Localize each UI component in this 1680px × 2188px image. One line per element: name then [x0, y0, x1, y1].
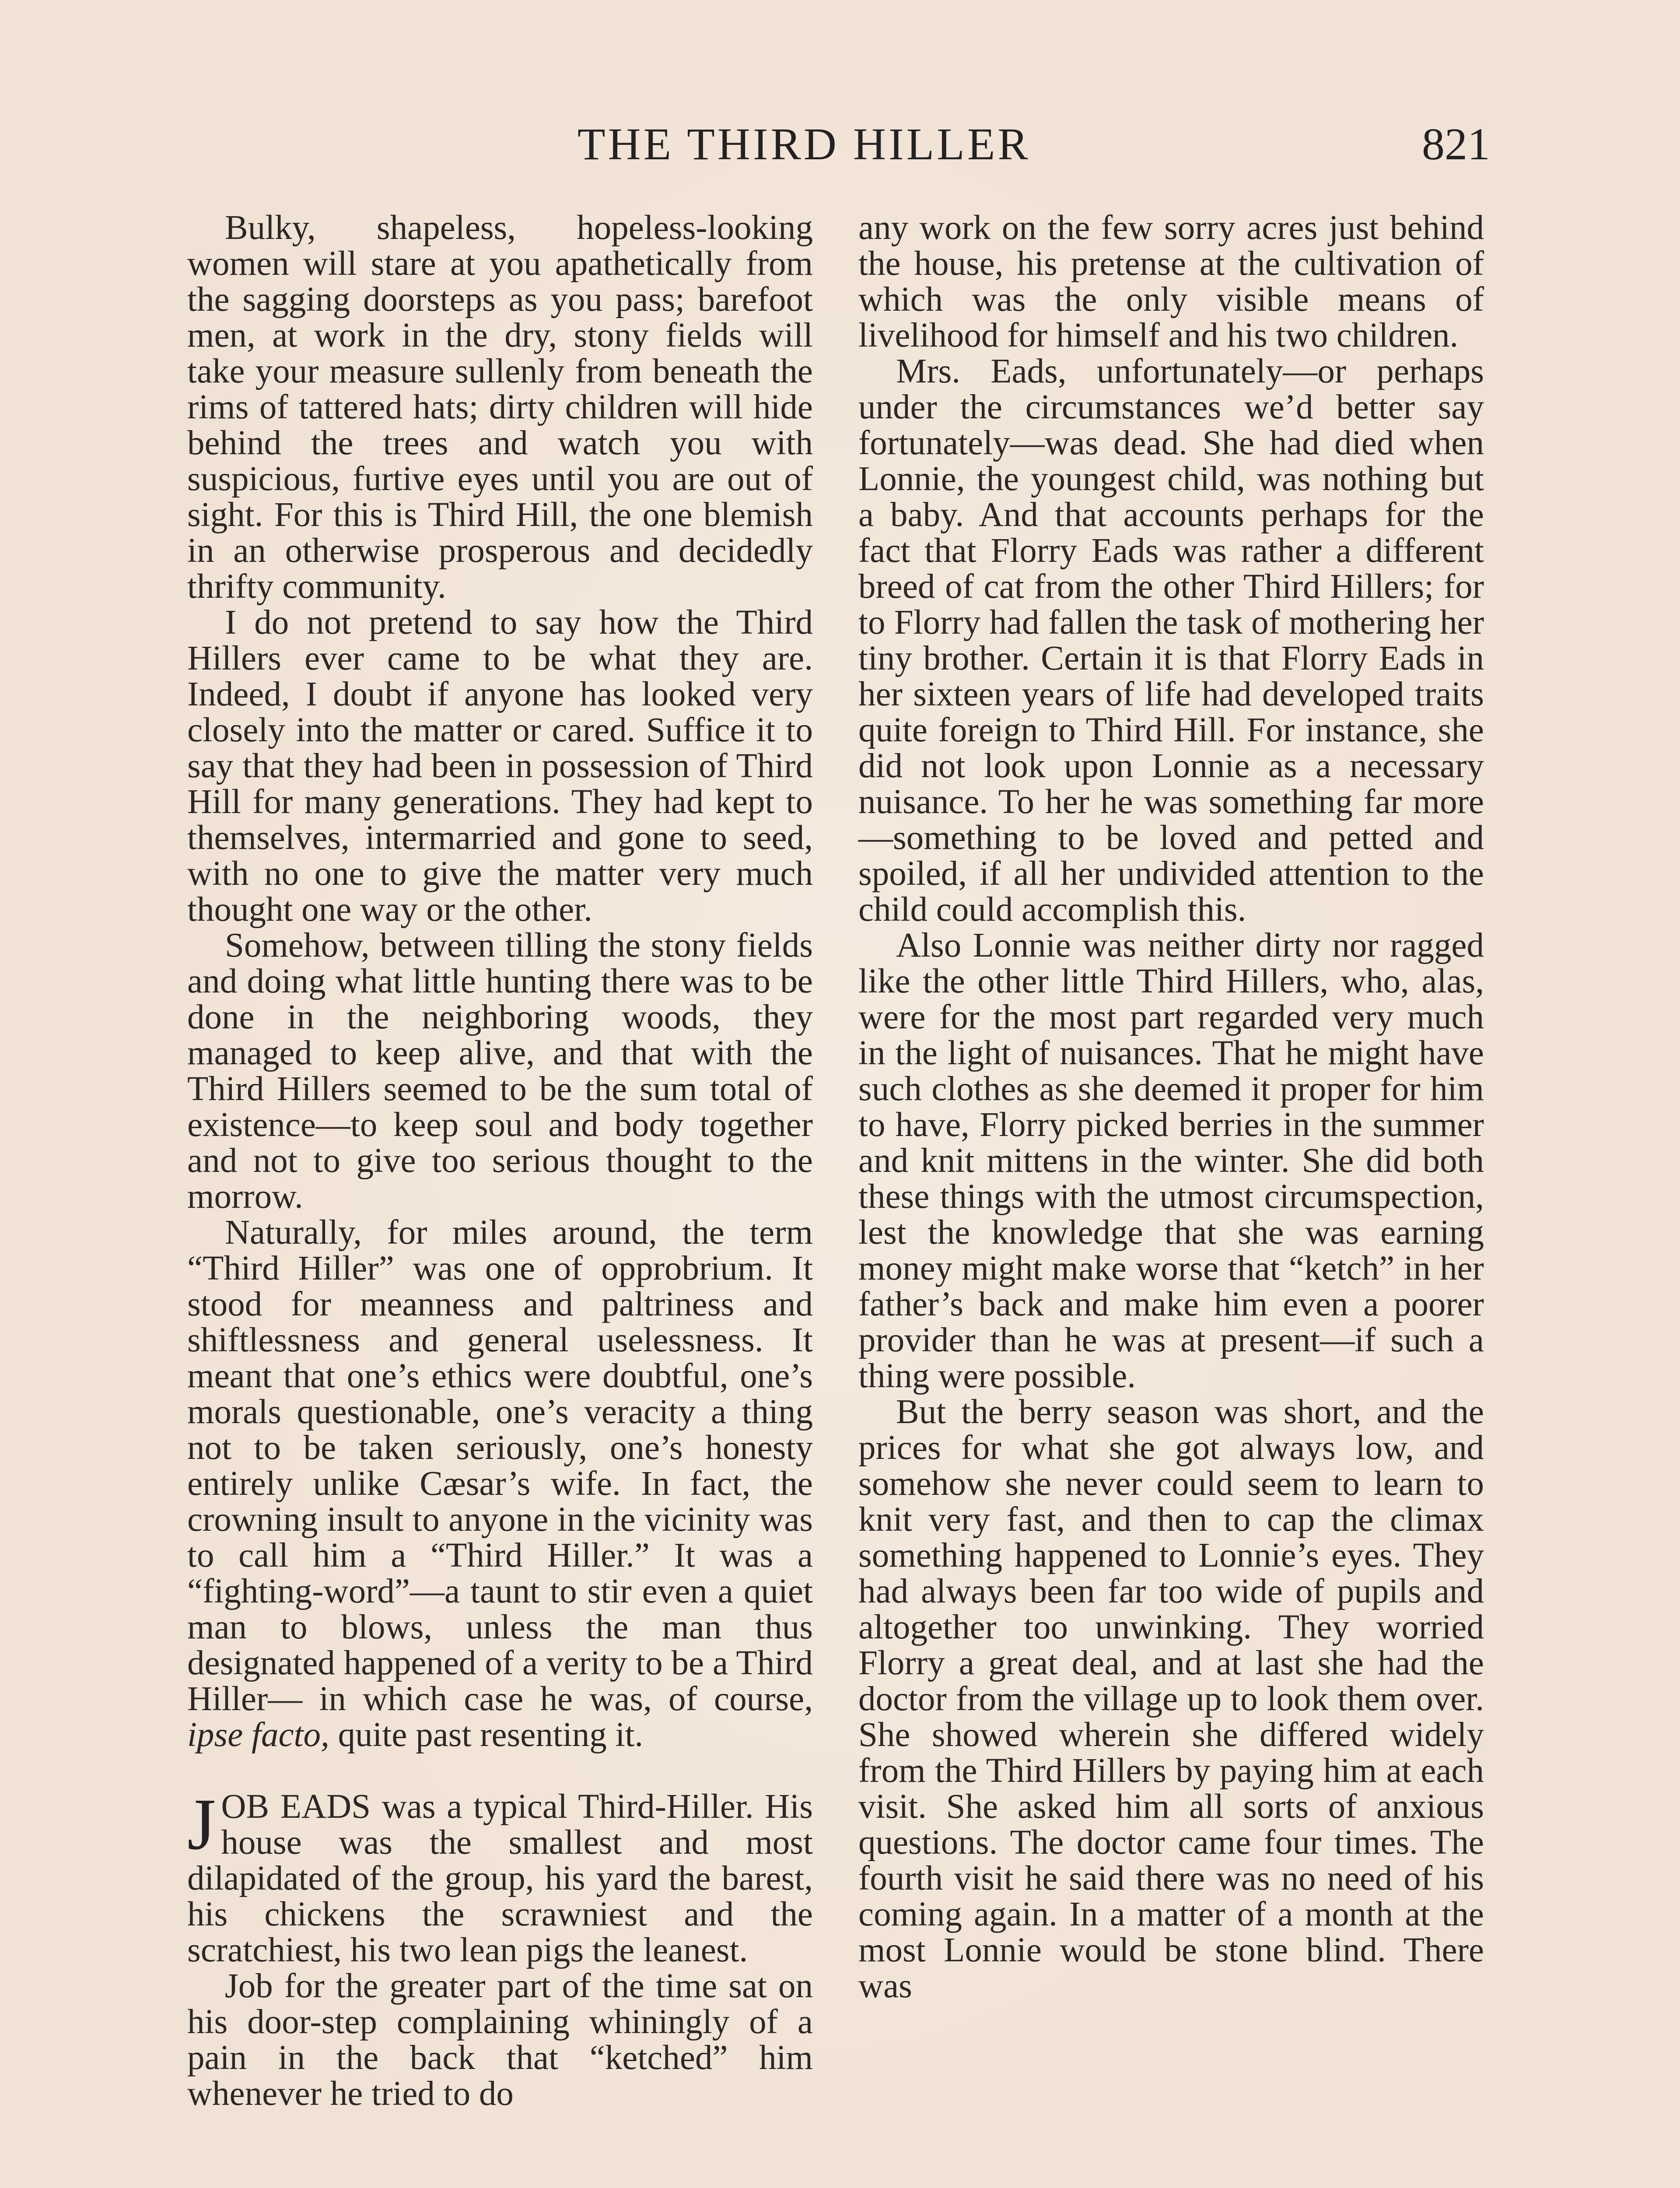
- section-opening-paragraph: [187, 1784, 813, 1969]
- paragraph: Somehow, between tilling the stony fields and doing what little hunting there was to be done in the neighboring woods, they managed to keep alive, and that with the Third Hillers seemed to be the sum total of existence—to keep soul and body together and not to give too serious thought to the morrow.: [187, 926, 813, 1216]
- paragraph: [187, 1215, 813, 1753]
- page-number: 821: [1422, 119, 1490, 169]
- running-header: [0, 118, 1680, 175]
- drop-cap: J: [187, 1784, 216, 1865]
- paragraph: But the berry season was short, and the prices for what she got always low, and somehow she never could seem to learn to knit very fast, and then to cap the climax something happened to Lonnie’s eyes. They had always been far too wide of pupils and altogether too unwinking. They worried Florry a great deal, and at last she had the doctor from the village up to look them over. She showed wherein she differed widely from the Third Hillers by paying him at each visit. She asked him all sorts of anxious questions. The doctor came four times. The fourth visit he said there was no need of his coming again. In a matter of a month at the most Lonnie would be stone blind. There was: [858, 1393, 1484, 2005]
- paragraph-text: OB EADS was a typical Third-Hiller. His house was the smallest and most dilapidated of the group, his yard the barest, his chickens the scrawniest and the scratchiest, his two lean pigs the leanest.: [187, 1788, 813, 1969]
- paragraph: Job for the greater part of the time sat on his door-step complaining whiningly of a pain in the back that “ketched” him whenever he tried to do: [187, 1967, 813, 2113]
- paragraph: Also Lonnie was neither dirty nor ragged like the other little Third Hillers, who, alas, were for the most part regarded very much in the light of nuisances. That he might have such clothes as she deemed it proper for him to have, Florry picked berries in the summer and knit mittens in the winter. She did both these things with the utmost circumspection, lest the knowledge that she was earning money might make worse that “ketch” in her father’s back and make him even a poorer provider than he was at present—if such a thing were possible.: [858, 926, 1484, 1395]
- paragraph: Mrs. Eads, unfortunately—or perhaps under the circumstances we’d better say fortunately—was dead. She had died when Lonnie, the youngest child, was nothing but a baby. And that accounts perhaps for the fact that Florry Eads was rather a different breed of cat from the other Third Hillers; for to Florry had fallen the task of mothering her tiny brother. Certain it is that Florry Eads in her sixteen years of life had developed traits quite foreign to Third Hill. For instance, she did not look upon Lonnie as a necessary nuisance. To her he was something far more—something to be loved and petted and spoiled, if all her undivided attention to the child could accomplish this.: [858, 352, 1484, 929]
- story-title: THE THIRD HILLER: [578, 119, 1031, 169]
- paragraph-text: Naturally, for miles around, the term “Third Hiller” was one of opprobrium. It stood for meanness and paltriness and shiftlessness and general uselessness. It meant that one’s ethics were doubtful, one’s morals questionable, one’s veracity a thing not to be taken seriously, one’s honesty entirely unlike Cæsar’s wife. In fact, the crowning insult to anyone in the vicinity was to call him a “Third Hiller.” It was a “fighting-word”—a taunt to stir even a quiet man to blows, unless the man thus designated happened of a verity to be a Third Hiller— in which case he was, of course,: [187, 1213, 813, 1718]
- paragraph: Bulky, shapeless, hopeless-looking women will stare at you apathetically from the sagging doorsteps as you pass; barefoot men, at work in the dry, stony fields will take your measure sullenly from beneath the rims of tattered hats; dirty children will hide behind the trees and watch you with suspicious, furtive eyes until you are out of sight. For this is Third Hill, the one blemish in an otherwise prosperous and decidedly thrifty community.: [187, 209, 813, 606]
- paragraph-tail: quite past resenting it.: [338, 1716, 644, 1754]
- right-column: [858, 210, 1484, 2004]
- paragraph: I do not pretend to say how the Third Hillers ever came to be what they are. Indeed, I doubt if anyone has looked very closely into the matter or cared. Suffice it to say that they had been in possession of Third Hill for many generations. They had kept to themselves, intermarried and gone to seed, with no one to give the matter very much thought one way or the other.: [187, 603, 813, 929]
- paragraph: any work on the few sorry acres just behind the house, his pretense at the cultivation of which was the only visible means of livelihood for himself and his two children.: [858, 209, 1484, 354]
- italic-phrase: ipse facto,: [187, 1716, 329, 1754]
- left-column: [187, 210, 813, 2112]
